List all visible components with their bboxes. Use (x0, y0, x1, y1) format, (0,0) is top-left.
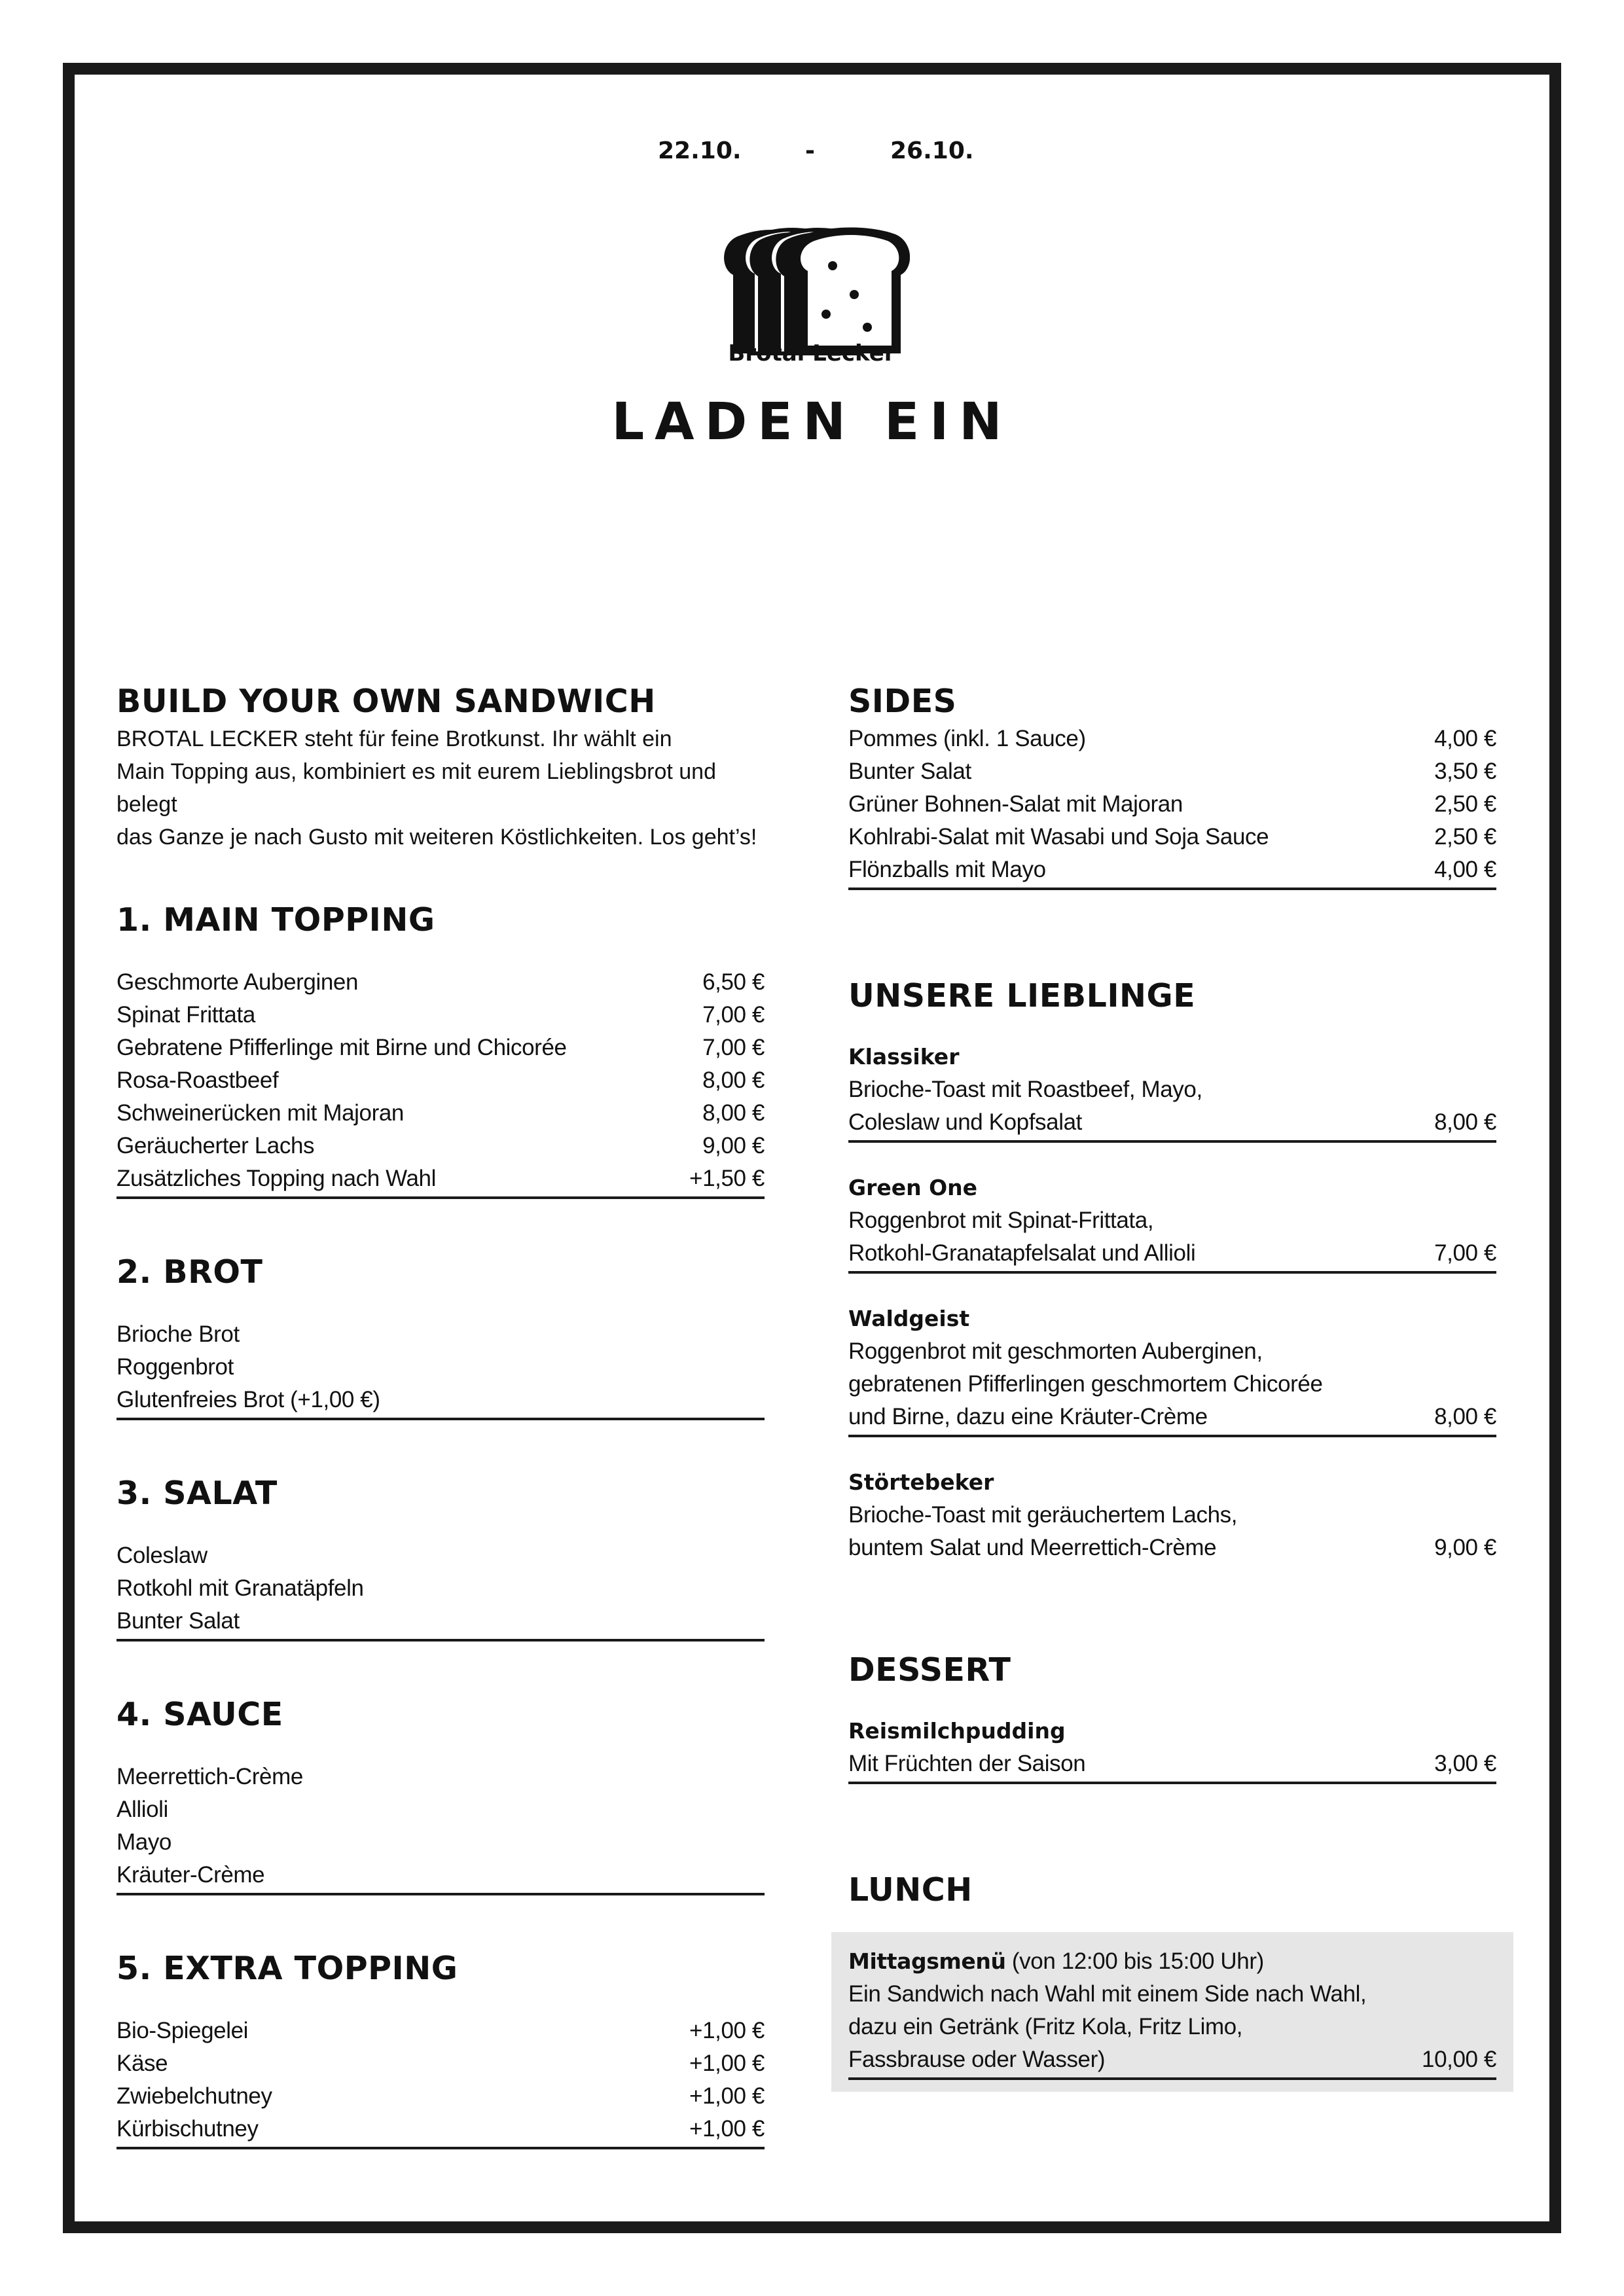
item-name: Glutenfreies Brot (+1,00 €) (117, 1387, 380, 1412)
dish-klassiker (848, 1041, 1496, 1143)
item-price: 2,50 € (1434, 824, 1496, 850)
dish-name: Klassiker (848, 1044, 960, 1069)
dish-price: 8,00 € (1434, 1404, 1496, 1429)
list-item (117, 1064, 765, 1097)
item-name: Bunter Salat (848, 759, 971, 784)
section-title-lieblinge: UNSERE LIEBLINGE (848, 977, 1196, 1014)
dish-price: 10,00 € (1422, 2047, 1496, 2072)
main-topping-list (117, 966, 765, 1199)
list-item (848, 853, 1496, 886)
date-from: 22.10. (658, 137, 742, 164)
list-item (117, 2015, 765, 2047)
list-item (117, 2113, 765, 2145)
section-title-salat: 3. SALAT (117, 1475, 278, 1512)
item-name: Schweinerücken mit Majoran (117, 1100, 404, 1126)
section-title-lunch: LUNCH (848, 1871, 973, 1909)
item-name: Kräuter-Crème (117, 1862, 265, 1888)
dish-description: Ein Sandwich nach Wahl mit einem Side nach Wahl, (848, 1981, 1367, 2007)
section-title-sauce: 4. SAUCE (117, 1696, 283, 1733)
dish-last-line (848, 2043, 1496, 2076)
section-title-sides: SIDES (848, 683, 957, 720)
dish-description: Brioche-Toast mit geräuchertem Lachs, (848, 1502, 1238, 1528)
intro-text (117, 723, 765, 853)
dish-price: 3,00 € (1434, 1751, 1496, 1776)
extra-topping-list (117, 2015, 765, 2149)
list-item (117, 1162, 765, 1195)
item-name: Rosa-Roastbeef (117, 1067, 279, 1093)
item-name: Spinat Frittata (117, 1002, 255, 1028)
dish-last-line (848, 1237, 1496, 1270)
section-title-brot: 2. BROT (117, 1253, 263, 1291)
lunch-item (848, 1945, 1496, 2080)
left-column (117, 681, 765, 2149)
dish-description: Fassbrause oder Wasser) (848, 2047, 1106, 2072)
list-item (848, 723, 1496, 755)
lunch-heading (848, 1945, 1496, 1978)
dish-description: Roggenbrot mit geschmorten Auberginen, (848, 1338, 1263, 1364)
item-price: 7,00 € (702, 1002, 765, 1028)
item-name: Meerrettich-Crème (117, 1764, 303, 1789)
right-column (848, 681, 1496, 2092)
list-item (117, 2047, 765, 2080)
list-item (117, 1793, 765, 1826)
dish-description: Rotkohl-Granatapfelsalat und Allioli (848, 1240, 1196, 1266)
item-name: Geschmorte Auberginen (117, 969, 359, 995)
dish-name: Green One (848, 1175, 978, 1200)
item-price: 6,50 € (702, 969, 765, 995)
item-price: 7,00 € (702, 1035, 765, 1060)
list-item (117, 1130, 765, 1162)
page-subtitle: LADEN EIN (611, 393, 1013, 452)
item-price: 9,00 € (702, 1133, 765, 1158)
item-name: Zusätzliches Topping nach Wahl (117, 1166, 436, 1191)
salat-list (117, 1539, 765, 1641)
item-name: Flönzballs mit Mayo (848, 857, 1046, 882)
item-name: Gebratene Pfifferlinge mit Birne und Chicorée (117, 1035, 567, 1060)
dish-description: Mit Früchten der Saison (848, 1751, 1086, 1776)
item-price: +1,00 € (689, 2018, 765, 2043)
list-item (117, 1605, 765, 1638)
item-name: Geräucherter Lachs (117, 1133, 315, 1158)
intro-line: BROTAL LECKER steht für feine Brotkunst. Ihr wählt ein (117, 726, 672, 751)
intro-line: Main Topping aus, kombiniert es mit eurem Lieblingsbrot und belegt (117, 759, 716, 817)
item-name: Brioche Brot (117, 1321, 240, 1347)
list-item (848, 821, 1496, 853)
item-price: 8,00 € (702, 1100, 765, 1126)
dish-price: 8,00 € (1434, 1109, 1496, 1135)
item-name: Zwiebelchutney (117, 2083, 272, 2109)
item-name: Bunter Salat (117, 1608, 240, 1634)
item-price: +1,00 € (689, 2116, 765, 2142)
item-name: Käse (117, 2051, 168, 2076)
dish-price: 7,00 € (1434, 1240, 1496, 1266)
item-price: +1,50 € (689, 1166, 765, 1191)
dish-description: Brioche-Toast mit Roastbeef, Mayo, (848, 1077, 1202, 1102)
dish-name: Störtebeker (848, 1469, 994, 1495)
dish-last-line (848, 1401, 1496, 1433)
item-name: Roggenbrot (117, 1354, 234, 1380)
date-separator: - (805, 137, 815, 164)
item-name: Mayo (117, 1829, 171, 1855)
item-price: 4,00 € (1434, 726, 1496, 751)
list-item (117, 1351, 765, 1384)
date-to: 26.10. (890, 137, 974, 164)
item-price: +1,00 € (689, 2051, 765, 2076)
item-price: 4,00 € (1434, 857, 1496, 882)
section-title-extra-topping: 5. EXTRA TOPPING (117, 1950, 458, 1987)
dish-description: dazu ein Getränk (Fritz Kola, Fritz Limo, (848, 2014, 1243, 2039)
brot-list (117, 1318, 765, 1420)
date-range (0, 137, 1624, 170)
list-item (117, 1031, 765, 1064)
item-name: Kürbischutney (117, 2116, 259, 2142)
list-item (117, 1859, 765, 1892)
item-name: Rotkohl mit Granatäpfeln (117, 1575, 364, 1601)
logo-text: Brotal Lecker (728, 340, 895, 367)
item-price: 2,50 € (1434, 791, 1496, 817)
dish-last-line (848, 1748, 1496, 1780)
list-item (117, 1539, 765, 1572)
intro-line: das Ganze je nach Gusto mit weiteren Köstlichkeiten. Los geht’s! (117, 825, 757, 850)
dish-waldgeist (848, 1302, 1496, 1437)
list-item (117, 1826, 765, 1859)
dish-description: buntem Salat und Meerrettich-Crème (848, 1535, 1217, 1560)
dish-description: und Birne, dazu eine Kräuter-Crème (848, 1404, 1208, 1429)
item-price: 3,50 € (1434, 759, 1496, 784)
dish-description: Roggenbrot mit Spinat-Frittata, (848, 1208, 1154, 1233)
list-item (117, 1761, 765, 1793)
sauce-list (117, 1761, 765, 1895)
section-title-dessert: DESSERT (848, 1651, 1011, 1689)
list-item (117, 966, 765, 999)
item-name: Pommes (inkl. 1 Sauce) (848, 726, 1086, 751)
dish-name: Mittagsmenü (848, 1948, 1006, 1974)
list-item (117, 1384, 765, 1416)
dish-description: gebratenen Pfifferlingen geschmortem Chicorée (848, 1371, 1323, 1397)
dish-name: Waldgeist (848, 1306, 970, 1331)
dish-name: Reismilchpudding (848, 1718, 1066, 1744)
item-name: Allioli (117, 1797, 168, 1822)
dish-price: 9,00 € (1434, 1535, 1496, 1560)
lunch-box (831, 1932, 1513, 2092)
dish-green-one (848, 1172, 1496, 1274)
dish-stoertebeker (848, 1466, 1496, 1564)
list-item (117, 1318, 765, 1351)
item-name: Grüner Bohnen-Salat mit Majoran (848, 791, 1183, 817)
list-item (117, 1097, 765, 1130)
list-item (117, 2080, 765, 2113)
item-price: 8,00 € (702, 1067, 765, 1093)
section-title-build: BUILD YOUR OWN SANDWICH (117, 683, 656, 720)
item-name: Kohlrabi-Salat mit Wasabi und Soja Sauce (848, 824, 1269, 850)
list-item (117, 1572, 765, 1605)
dish-description: Coleslaw und Kopfsalat (848, 1109, 1082, 1135)
list-item (117, 999, 765, 1031)
section-title-main-topping: 1. MAIN TOPPING (117, 901, 435, 939)
dish-last-line (848, 1106, 1496, 1139)
dessert-item (848, 1715, 1496, 1784)
dish-last-line (848, 1532, 1496, 1564)
item-name: Coleslaw (117, 1543, 208, 1568)
list-item (848, 788, 1496, 821)
lunch-hours: (von 12:00 bis 15:00 Uhr) (1011, 1948, 1264, 1974)
item-name: Bio-Spiegelei (117, 2018, 249, 2043)
list-item (848, 755, 1496, 788)
sides-list (848, 723, 1496, 890)
item-price: +1,00 € (689, 2083, 765, 2109)
